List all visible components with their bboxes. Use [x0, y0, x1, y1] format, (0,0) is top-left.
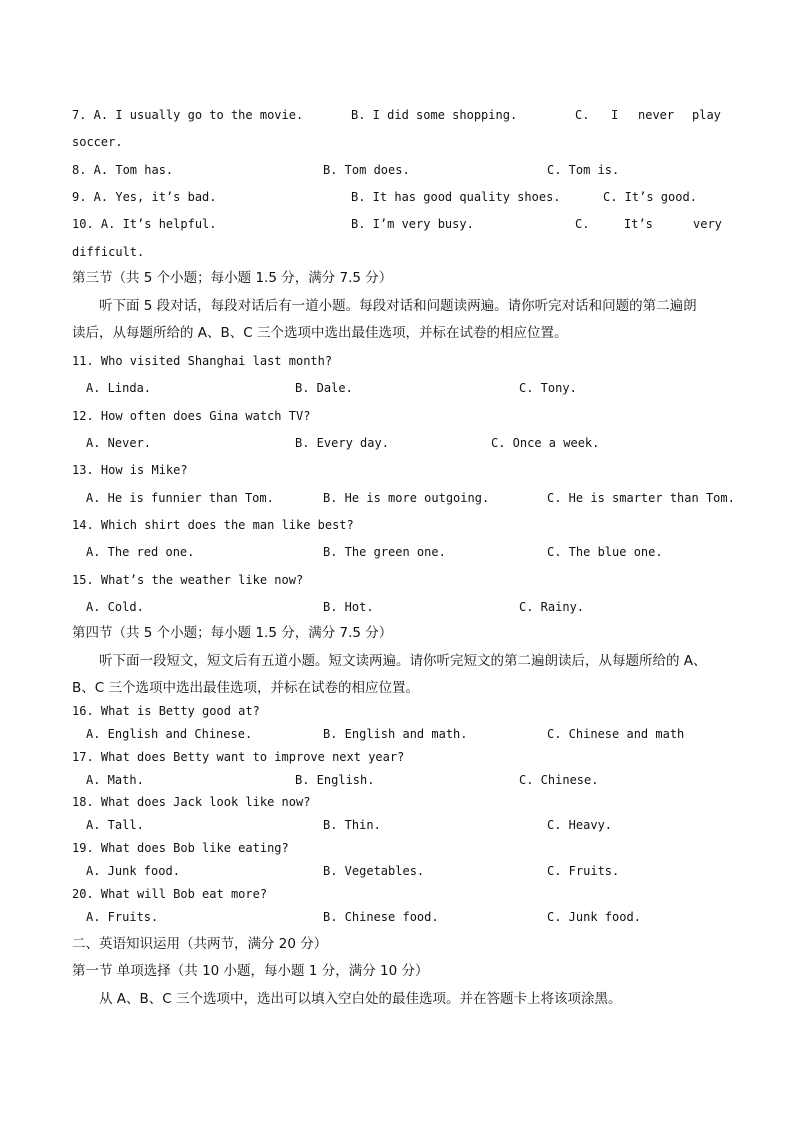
question-line: A. Linda.	[86, 381, 152, 395]
question-line: B. The green one.	[323, 545, 446, 559]
question-line: 16. What is Betty good at?	[72, 704, 260, 718]
question-line: C. It’s good.	[603, 190, 697, 204]
question-line: It’s	[624, 217, 653, 231]
question-line: C. Heavy.	[547, 818, 613, 832]
question-line: A. He is funnier than Tom.	[86, 491, 274, 505]
question-line: B. Chinese food.	[323, 910, 439, 924]
instruction-line: 听下面一段短文，短文后有五道小题。短文读两遍。请你听完短文的第二遍朗读后，从每题所给的 A、	[99, 653, 707, 669]
question-line: A. Never.	[86, 436, 152, 450]
question-line: B. Vegetables.	[323, 864, 425, 878]
question-line: 19. What does Bob like eating?	[72, 841, 289, 855]
question-line: A. English and Chinese.	[86, 727, 253, 741]
instruction-line: 第四节（共 5 个小题；每小题 1.5 分，满分 7.5 分）	[72, 625, 393, 641]
question-line: 10. A. It’s helpful.	[72, 217, 217, 231]
question-line: C. The blue one.	[547, 545, 663, 559]
question-line: B. Hot.	[323, 600, 374, 614]
question-line: 14. Which shirt does the man like best?	[72, 518, 354, 532]
question-line: very	[693, 217, 722, 231]
question-line: B. English and math.	[323, 727, 468, 741]
question-line: never	[638, 108, 675, 122]
question-line: B. Thin.	[323, 818, 381, 832]
instruction-line: 听下面 5 段对话，每段对话后有一道小题。每段对话和问题读两遍。请你听完对话和问题的第二遍朗	[99, 298, 697, 314]
question-line: A. The red one.	[86, 545, 195, 559]
question-line: 9. A. Yes, it’s bad.	[72, 190, 217, 204]
question-line: C. Rainy.	[519, 600, 585, 614]
question-line: C. Once a week.	[491, 436, 600, 450]
question-line: B. Dale.	[295, 381, 353, 395]
question-line: 11. Who visited Shanghai last month?	[72, 354, 333, 368]
question-line: C. Tony.	[519, 381, 577, 395]
question-line: B. Every day.	[295, 436, 389, 450]
question-line: C. Chinese and math	[547, 727, 685, 741]
instruction-line: 第一节 单项选择（共 10 小题，每小题 1 分，满分 10 分）	[72, 963, 429, 979]
question-line: 12. How often does Gina watch TV?	[72, 409, 311, 423]
question-line: 15. What’s the weather like now?	[72, 573, 304, 587]
question-line: A. Fruits.	[86, 910, 159, 924]
question-line: 8. A. Tom has.	[72, 163, 174, 177]
question-line: 17. What does Betty want to improve next year?	[72, 750, 405, 764]
question-line: A. Junk food.	[86, 864, 180, 878]
question-line: 7. A. I usually go to the movie.	[72, 108, 304, 122]
question-line: B. I did some shopping.	[351, 108, 518, 122]
question-line: C. Fruits.	[547, 864, 620, 878]
instruction-line: 从 A、B、C 三个选项中，选出可以填入空白处的最佳选项。并在答题卡上将该项涂黑。	[99, 991, 622, 1007]
question-line: A. Cold.	[86, 600, 144, 614]
instruction-line: 第三节（共 5 个小题；每小题 1.5 分，满分 7.5 分）	[72, 270, 393, 286]
question-line: B. I’m very busy.	[351, 217, 474, 231]
instruction-line: B、C 三个选项中选出最佳选项，并标在试卷的相应位置。	[72, 680, 419, 696]
question-line: soccer.	[72, 135, 123, 149]
instruction-line: 读后，从每题所给的 A、B、C 三个选项中选出最佳选项，并标在试卷的相应位置。	[72, 325, 568, 341]
question-line: C. Tom is.	[547, 163, 620, 177]
question-line: C.	[575, 108, 590, 122]
question-line: B. Tom does.	[323, 163, 410, 177]
question-line: C. Junk food.	[547, 910, 641, 924]
question-line: 18. What does Jack look like now?	[72, 795, 311, 809]
question-line: C. Chinese.	[519, 773, 599, 787]
question-line: A. Tall.	[86, 818, 144, 832]
question-line: C.	[575, 217, 590, 231]
question-line: difficult.	[72, 245, 145, 259]
question-line: B. It has good quality shoes.	[351, 190, 561, 204]
question-line: play	[692, 108, 721, 122]
question-line: 20. What will Bob eat more?	[72, 887, 268, 901]
question-line: B. He is more outgoing.	[323, 491, 490, 505]
question-line: I	[611, 108, 619, 122]
question-line: C. He is smarter than Tom.	[547, 491, 735, 505]
question-line: 13. How is Mike?	[72, 463, 188, 477]
instruction-line: 二、英语知识运用（共两节，满分 20 分）	[72, 936, 328, 952]
question-line: B. English.	[295, 773, 375, 787]
question-line: A. Math.	[86, 773, 144, 787]
